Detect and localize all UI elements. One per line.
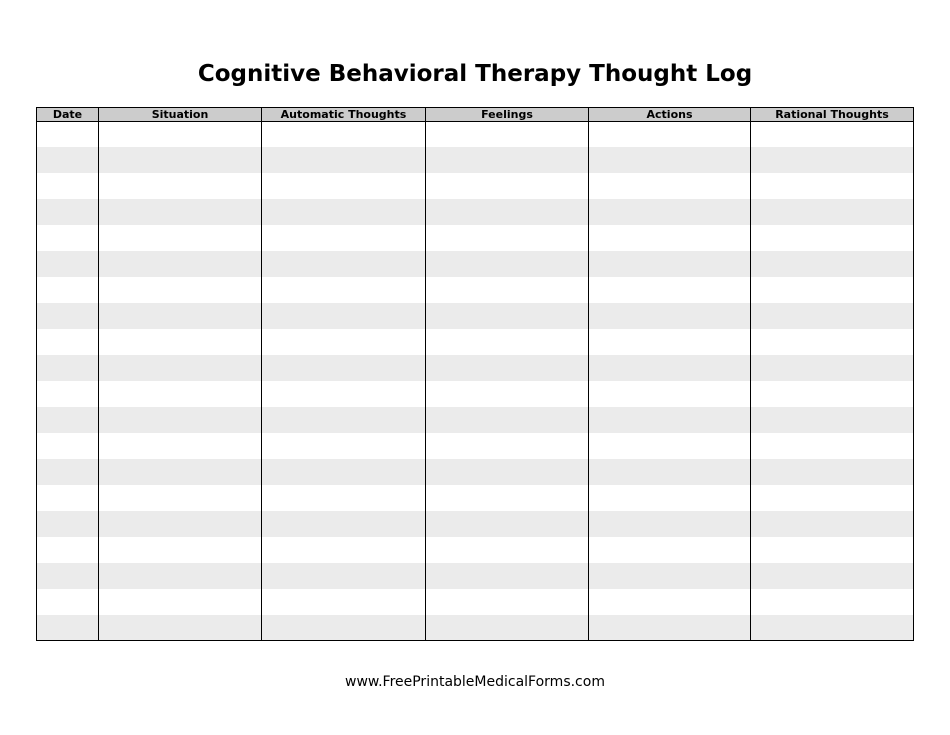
cell-automatic-thoughts[interactable] [262, 563, 426, 589]
cell-feelings[interactable] [426, 251, 589, 277]
column-header-date: Date [37, 108, 99, 122]
cell-date[interactable] [37, 355, 99, 381]
cell-automatic-thoughts[interactable] [262, 355, 426, 381]
cell-situation[interactable] [99, 537, 262, 563]
cell-situation[interactable] [99, 173, 262, 199]
cell-feelings[interactable] [426, 615, 589, 641]
cell-rational-thoughts[interactable] [751, 122, 914, 147]
cell-automatic-thoughts[interactable] [262, 147, 426, 173]
cell-automatic-thoughts[interactable] [262, 511, 426, 537]
cell-feelings[interactable] [426, 485, 589, 511]
cell-actions[interactable] [589, 251, 751, 277]
cell-date[interactable] [37, 511, 99, 537]
cell-actions[interactable] [589, 329, 751, 355]
cell-situation[interactable] [99, 433, 262, 459]
cell-actions[interactable] [589, 537, 751, 563]
table-row [37, 459, 914, 485]
cell-date[interactable] [37, 589, 99, 615]
cell-actions[interactable] [589, 225, 751, 251]
thought-log-table [36, 107, 914, 641]
cell-actions[interactable] [589, 303, 751, 329]
cell-actions[interactable] [589, 277, 751, 303]
cell-date[interactable] [37, 381, 99, 407]
table-row [37, 329, 914, 355]
cell-date[interactable] [37, 122, 99, 147]
cell-rational-thoughts[interactable] [751, 355, 914, 381]
cell-automatic-thoughts[interactable] [262, 615, 426, 641]
table-row [37, 355, 914, 381]
column-header-situation: Situation [99, 108, 262, 122]
cell-rational-thoughts[interactable] [751, 485, 914, 511]
cell-actions[interactable] [589, 122, 751, 147]
cell-date[interactable] [37, 615, 99, 641]
cell-date[interactable] [37, 329, 99, 355]
cell-rational-thoughts[interactable] [751, 277, 914, 303]
cell-rational-thoughts[interactable] [751, 511, 914, 537]
table-row [37, 303, 914, 329]
cell-automatic-thoughts[interactable] [262, 225, 426, 251]
table-row [37, 407, 914, 433]
cell-feelings[interactable] [426, 433, 589, 459]
table-row [37, 199, 914, 225]
column-header-rational-thoughts: Rational Thoughts [751, 108, 914, 122]
cell-date[interactable] [37, 147, 99, 173]
cell-actions[interactable] [589, 173, 751, 199]
cell-feelings[interactable] [426, 407, 589, 433]
cell-automatic-thoughts[interactable] [262, 122, 426, 147]
cell-feelings[interactable] [426, 563, 589, 589]
cell-feelings[interactable] [426, 537, 589, 563]
cell-automatic-thoughts[interactable] [262, 381, 426, 407]
table-row [37, 147, 914, 173]
cell-rational-thoughts[interactable] [751, 433, 914, 459]
table-row [37, 251, 914, 277]
cell-date[interactable] [37, 251, 99, 277]
cell-situation[interactable] [99, 277, 262, 303]
cell-rational-thoughts[interactable] [751, 537, 914, 563]
table-row [37, 485, 914, 511]
page-title: Cognitive Behavioral Therapy Thought Log [197, 61, 753, 87]
cell-situation[interactable] [99, 199, 262, 225]
cell-date[interactable] [37, 303, 99, 329]
cell-feelings[interactable] [426, 122, 589, 147]
cell-actions[interactable] [589, 589, 751, 615]
cell-situation[interactable] [99, 122, 262, 147]
cell-feelings[interactable] [426, 225, 589, 251]
cell-automatic-thoughts[interactable] [262, 303, 426, 329]
footer-url: www.FreePrintableMedicalForms.com [345, 674, 605, 690]
cell-situation[interactable] [99, 251, 262, 277]
table-row [37, 277, 914, 303]
table-row [37, 537, 914, 563]
cell-rational-thoughts[interactable] [751, 615, 914, 641]
table-header-row [37, 108, 914, 122]
table-row [37, 122, 914, 147]
cell-feelings[interactable] [426, 329, 589, 355]
cell-actions[interactable] [589, 485, 751, 511]
cell-actions[interactable] [589, 407, 751, 433]
table-row [37, 563, 914, 589]
table-row [37, 225, 914, 251]
cell-rational-thoughts[interactable] [751, 407, 914, 433]
table-row [37, 615, 914, 641]
cell-automatic-thoughts[interactable] [262, 199, 426, 225]
cell-feelings[interactable] [426, 277, 589, 303]
cell-situation[interactable] [99, 459, 262, 485]
cell-situation[interactable] [99, 329, 262, 355]
cell-situation[interactable] [99, 147, 262, 173]
column-header-automatic-thoughts: Automatic Thoughts [262, 108, 426, 122]
cell-date[interactable] [37, 459, 99, 485]
cell-automatic-thoughts[interactable] [262, 277, 426, 303]
cell-actions[interactable] [589, 147, 751, 173]
cell-feelings[interactable] [426, 303, 589, 329]
cell-feelings[interactable] [426, 511, 589, 537]
cell-actions[interactable] [589, 459, 751, 485]
cell-automatic-thoughts[interactable] [262, 589, 426, 615]
cell-situation[interactable] [99, 381, 262, 407]
cell-rational-thoughts[interactable] [751, 147, 914, 173]
cell-date[interactable] [37, 225, 99, 251]
cell-date[interactable] [37, 277, 99, 303]
cell-situation[interactable] [99, 615, 262, 641]
cell-date[interactable] [37, 407, 99, 433]
cell-actions[interactable] [589, 199, 751, 225]
table-row [37, 173, 914, 199]
cell-situation[interactable] [99, 225, 262, 251]
cell-rational-thoughts[interactable] [751, 589, 914, 615]
cell-rational-thoughts[interactable] [751, 459, 914, 485]
table-row [37, 433, 914, 459]
cell-automatic-thoughts[interactable] [262, 485, 426, 511]
cell-date[interactable] [37, 563, 99, 589]
cell-feelings[interactable] [426, 381, 589, 407]
cell-automatic-thoughts[interactable] [262, 537, 426, 563]
cell-feelings[interactable] [426, 459, 589, 485]
cell-automatic-thoughts[interactable] [262, 329, 426, 355]
cell-situation[interactable] [99, 589, 262, 615]
table-row [37, 511, 914, 537]
cell-situation[interactable] [99, 355, 262, 381]
cell-date[interactable] [37, 173, 99, 199]
cell-automatic-thoughts[interactable] [262, 173, 426, 199]
cell-feelings[interactable] [426, 589, 589, 615]
cell-rational-thoughts[interactable] [751, 303, 914, 329]
cell-feelings[interactable] [426, 199, 589, 225]
cell-situation[interactable] [99, 485, 262, 511]
column-header-actions: Actions [589, 108, 751, 122]
cell-automatic-thoughts[interactable] [262, 433, 426, 459]
table-body [37, 122, 914, 641]
cell-feelings[interactable] [426, 147, 589, 173]
cell-situation[interactable] [99, 303, 262, 329]
cell-actions[interactable] [589, 563, 751, 589]
cell-rational-thoughts[interactable] [751, 251, 914, 277]
cell-situation[interactable] [99, 563, 262, 589]
cell-automatic-thoughts[interactable] [262, 459, 426, 485]
cell-feelings[interactable] [426, 355, 589, 381]
cell-actions[interactable] [589, 511, 751, 537]
cell-rational-thoughts[interactable] [751, 199, 914, 225]
cell-actions[interactable] [589, 433, 751, 459]
cell-date[interactable] [37, 485, 99, 511]
cell-situation[interactable] [99, 511, 262, 537]
cell-rational-thoughts[interactable] [751, 225, 914, 251]
cell-rational-thoughts[interactable] [751, 563, 914, 589]
column-header-feelings: Feelings [426, 108, 589, 122]
cell-automatic-thoughts[interactable] [262, 407, 426, 433]
cell-rational-thoughts[interactable] [751, 173, 914, 199]
cell-actions[interactable] [589, 355, 751, 381]
cell-date[interactable] [37, 433, 99, 459]
cell-date[interactable] [37, 537, 99, 563]
cell-feelings[interactable] [426, 173, 589, 199]
table-row [37, 381, 914, 407]
cell-situation[interactable] [99, 407, 262, 433]
cell-actions[interactable] [589, 381, 751, 407]
cell-automatic-thoughts[interactable] [262, 251, 426, 277]
cell-rational-thoughts[interactable] [751, 329, 914, 355]
cell-date[interactable] [37, 199, 99, 225]
table-row [37, 589, 914, 615]
cell-rational-thoughts[interactable] [751, 381, 914, 407]
cell-actions[interactable] [589, 615, 751, 641]
